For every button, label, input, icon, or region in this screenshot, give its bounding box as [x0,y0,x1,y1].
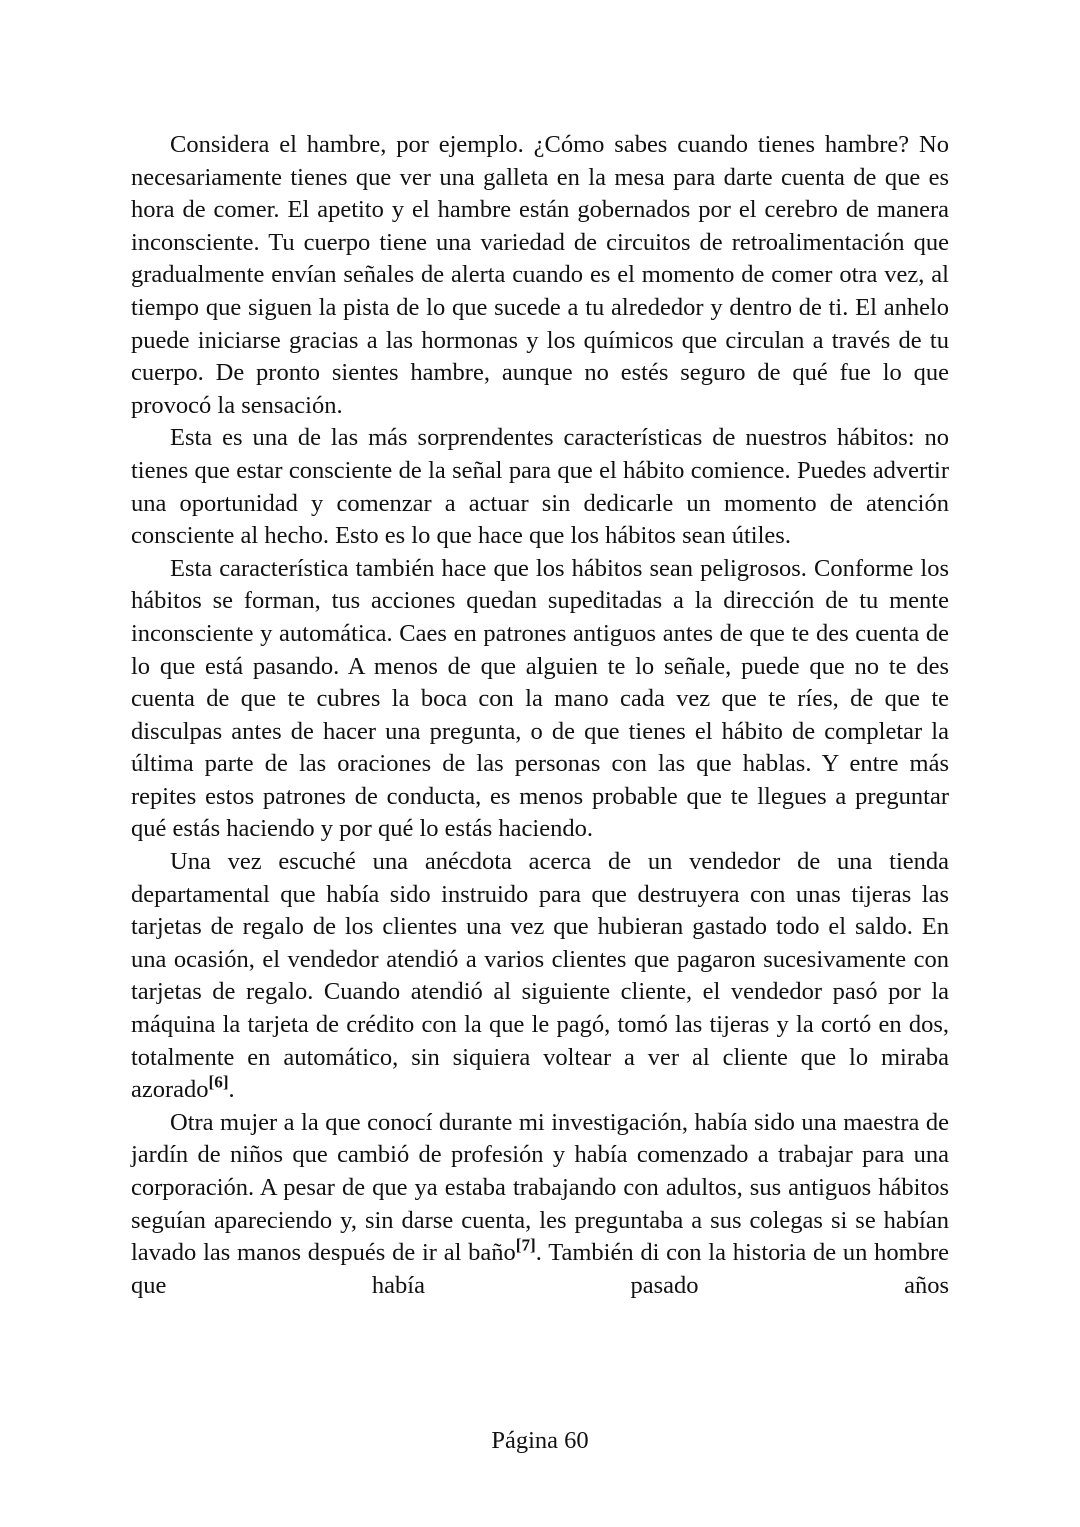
paragraph-salesman-anecdote [131,846,949,1107]
paragraph-hunger: Considera el hambre, por ejemplo. ¿Cómo sabes cuando tienes hambre? No necesariamente tienes que ver una galleta en la mesa para darte cuenta de que es hora de comer. El apetito y el hambre están gobernados por el cerebro de manera inconsciente. Tu cuerpo tiene una variedad de circuitos de retroalimentación que gradualmente envían señales de alerta cuando es el momento de comer otra vez, al tiempo que siguen la pista de lo que sucede a tu alrededor y dentro de ti. El anhelo puede iniciarse gracias a las hormonas y los químicos que circulan a través de tu cuerpo. De pronto sientes hambre, aunque no estés seguro de qué fue lo que provocó la sensación. [131,131,949,419]
page-body [131,129,949,1302]
paragraph-teacher-story [131,1107,949,1303]
paragraph-surprising-habits: Esta es una de las más sorprendentes características de nuestros hábitos: no tienes que estar consciente de la señal para que el hábito comience. Puedes advertir una oportunidad y comenzar a actuar sin dedicarle un momento de atención consciente al hecho. Esto es lo que hace que los hábitos sean útiles. [131,424,949,550]
paragraph-dangerous-habits: Esta característica también hace que los hábitos sean peligrosos. Conforme los hábitos se forman, tus acciones quedan supeditadas a la dirección de tu mente inconsciente y automática. Caes en patrones antiguos antes de que te des cuenta de lo que está pasando. A menos de que alguien te lo señale, puede que no te des cuenta de que te cubres la boca con la mano cada vez que te ríes, de que te disculpas antes de hacer una pregunta, o de que tienes el hábito de completar la última parte de las oraciones de las personas con las que hablas. Y entre más repites estos patrones de conducta, es menos probable que te llegues a preguntar qué estás haciendo y por qué lo estás haciendo. [131,554,949,843]
footnote-reference[interactable]: [6] [208,1072,229,1092]
footnote-reference[interactable]: [7] [515,1235,536,1255]
paragraph-text-end: . [228,1076,235,1104]
paragraph-text: Otra mujer a la que conocí durante mi investigación, había sido una maestra de jardín de niños que cambió de profesión y había comenzado a trabajar para una corporación. A pesar de que ya estaba trabajando con adultos, sus antiguos hábitos seguían apareciendo y, sin darse cuenta, les preguntaba a sus colegas si se habían lavado las manos después de ir al baño [131,1108,949,1267]
paragraph-text: Una vez escuché una anécdota acerca de un vendedor de una tienda departamental que había sido instruido para que destruyera con unas tijeras las tarjetas de regalo de los clientes una vez que hubieran gastado todo el saldo. En una ocasión, el vendedor atendió a varios clientes que pagaron sucesivamente con tarjetas de regalo. Cuando atendió al siguiente cliente, el vendedor pasó por la máquina la tarjeta de crédito con la que le pagó, tomó las tijeras y la cortó en dos, totalmente en automático, sin siquiera voltear a ver al cliente que lo miraba azorado [131,848,949,1104]
paragraph-text-end: . También di con la historia de un hombre que había pasado años [131,1239,949,1299]
page-number: Página 60 [491,1427,589,1454]
